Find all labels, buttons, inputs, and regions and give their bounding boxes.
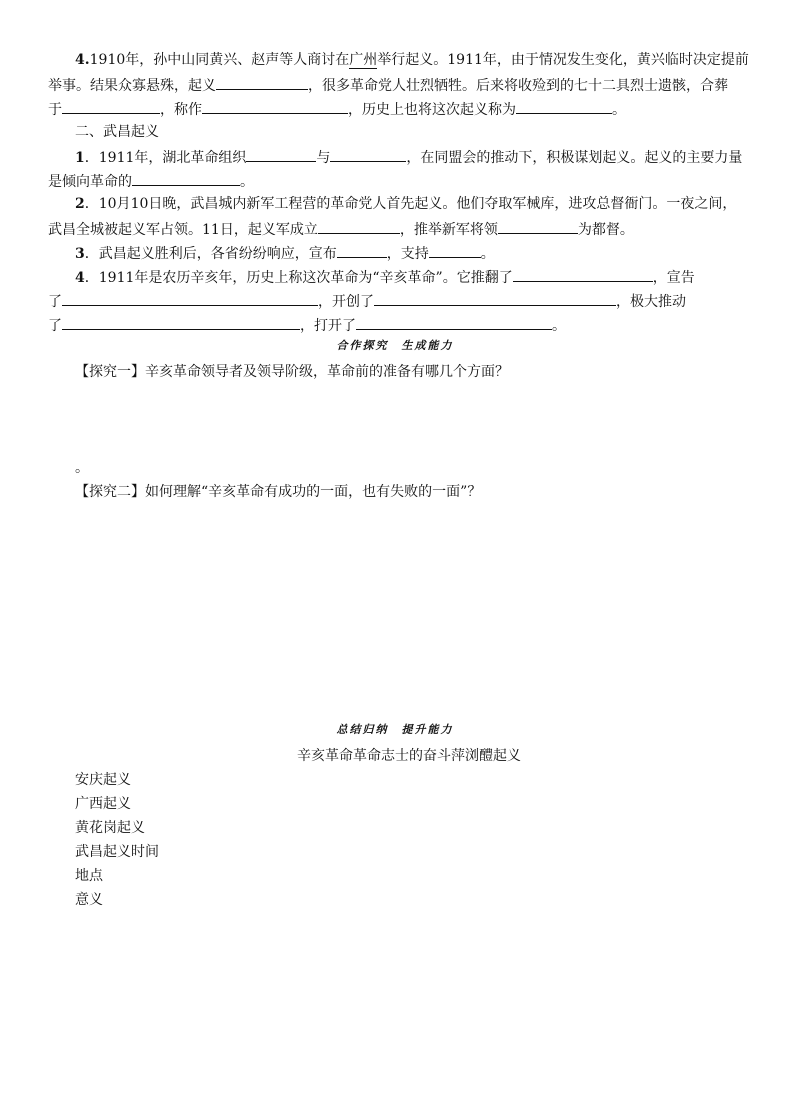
answer-blank[interactable]	[62, 98, 160, 114]
answer-blank[interactable]	[516, 98, 612, 114]
coop-section-title: 合作探究 生成能力	[336, 339, 454, 352]
summary-item-significance: 意义	[75, 892, 103, 908]
q1-line2: 是倾向革命的 。	[48, 170, 744, 190]
q4-line1: 4．1911年是农历辛亥年，历史上称这次革命为“辛亥革命”。它推翻了 ，宣告	[75, 266, 744, 286]
summary-item-wuchang-time: 武昌起义时间	[75, 844, 159, 860]
q2-line2: 武昌全城被起义军占领。11日，起义军成立 ，推举新军将领 为都督。	[48, 218, 744, 238]
explore-one-question: 【探究一】辛亥革命领导者及领导阶级，革命前的准备有哪几个方面？	[75, 364, 509, 380]
answer-blank[interactable]	[429, 242, 481, 258]
guangzhou-underlined: 广州	[349, 52, 378, 68]
answer-blank[interactable]	[62, 290, 318, 306]
summary-section-title: 总结归纳 提升能力	[336, 723, 454, 736]
explore-two-question: 【探究二】如何理解“辛亥革命有成功的一面，也有失败的一面”？	[75, 484, 482, 500]
summary-item-location: 地点	[75, 868, 103, 884]
q4-line3: 了 ，打开了 。	[48, 314, 744, 334]
summary-item-huanghuagang: 黄花岗起义	[75, 820, 145, 836]
answer-blank[interactable]	[246, 146, 316, 162]
answer-blank[interactable]	[132, 170, 240, 186]
summary-item-guangxi: 广西起义	[75, 796, 131, 812]
q1-line1: 1．1911年，湖北革命组织 与 ，在同盟会的推动下，积极谋划起义。起义的主要力量	[75, 146, 744, 166]
answer-blank[interactable]	[216, 74, 308, 90]
q2-line1: 2．10月10日晚，武昌城内新军工程营的革命党人首先起义。他们夺取军械库，进攻总督衙门。一夜之间，	[75, 196, 737, 212]
summary-item-anqing: 安庆起义	[75, 772, 131, 788]
answer-blank[interactable]	[202, 98, 348, 114]
answer-blank[interactable]	[318, 218, 400, 234]
q4-line2: 了 ，开创了 ，极大推动	[48, 290, 744, 310]
answer-blank[interactable]	[356, 314, 552, 330]
answer-blank[interactable]	[513, 266, 653, 282]
q4-1910-line1: 4.1910年，孙中山同黄兴、赵声等人商讨在广州举行起义。1911年，由于情况发生变化，黄兴临时决定提前	[75, 52, 749, 68]
answer-blank[interactable]	[62, 314, 300, 330]
q4-1910-line2: 举事。结果众寡悬殊，起义 ，很多革命党人壮烈牺牲。后来将收殓到的七十二具烈士遗骸，合葬	[48, 74, 744, 94]
answer-blank[interactable]	[330, 146, 406, 162]
answer-blank[interactable]	[498, 218, 578, 234]
summary-subtitle: 辛亥革命革命志士的奋斗萍浏醴起义	[297, 748, 521, 764]
answer-blank[interactable]	[337, 242, 387, 258]
answer-blank[interactable]	[374, 290, 616, 306]
q4-1910-number: 4.	[75, 52, 90, 68]
section-title-wuchang: 二、武昌起义	[75, 124, 159, 140]
explore-one-dot: 。	[75, 460, 89, 476]
q4-1910-line3: 于 ，称作 ，历史上也将这次起义称为 。	[48, 98, 744, 118]
q3-line: 3．武昌起义胜利后，各省纷纷响应，宣布 ，支持 。	[75, 242, 744, 262]
